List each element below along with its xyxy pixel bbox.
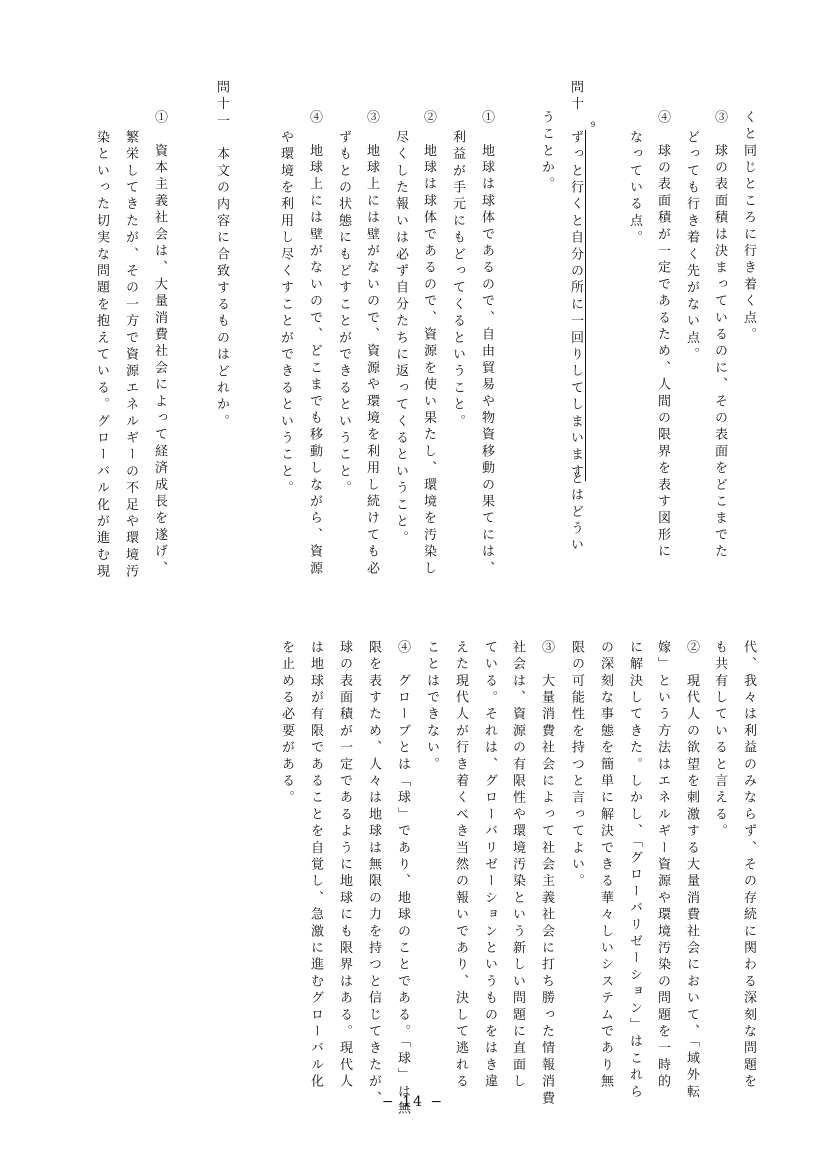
q10-option-2-cont: 尽くした報いは必ず自分たちに返ってくるということ。	[393, 130, 408, 548]
lower-line-2: も共有していると言える。	[712, 640, 727, 841]
question-10-text	[569, 130, 582, 481]
q11-option-4-cont-1: 限を表すため、人々は地球は無限の力を持つと信じてきたが、	[366, 640, 381, 1108]
question-10-text-tail: とはどうい	[568, 471, 583, 555]
q11-option-4: ④ グローブとは「球」であり、地球のことである。「球」は無	[395, 640, 410, 1118]
question-11: 問十一 本文の内容に合致するものはどれか。	[214, 80, 229, 431]
q10-option-2: ② 地球は球体であるので、資源を使い果たし、環境を汚染し	[421, 110, 436, 578]
q11-option-2-cont-3: の深刻な事態を簡単に解決できる華々しいシステムであり無	[598, 640, 613, 1091]
lower-line-1: 代、我々は利益のみならず、その存続に関わる深刻な問題を	[741, 640, 756, 1091]
q11-option-3-cont-1: 社会は、資源の有限性や環境汚染という新しい問題に直面し	[510, 640, 525, 1091]
q11-option-1: ① 資本主義社会は、大量消費社会によって経済成長を遂げ、	[152, 110, 167, 578]
q11-option-3-cont-4: ことはできない。	[424, 640, 439, 774]
q10-option-4-cont: や環境を利用し尽くすことができるということ。	[278, 130, 293, 498]
q10-option-3: ③ 地球上には壁がないので、資源や環境を利用し続けても必	[364, 110, 379, 578]
q11-option-1-cont-1: 繁栄してきたが、その一方で資源エネルギーの不足や環境汚	[123, 130, 138, 581]
reference-mark-9: 9	[589, 121, 597, 129]
upper-line-5: なっている点。	[627, 130, 642, 247]
q11-option-2: ② 現代人の欲望を刺激する大量消費社会において、「域外転	[684, 640, 699, 1102]
q11-option-3-cont-3: えた現代人が行き着くべき当然の報いであり、決して逃れる	[453, 640, 468, 1091]
upper-line-4: ④ 球の表面積が一定であるため、人間の限界を表す図形に	[655, 110, 670, 561]
q11-option-4-cont-4: を止める必要がある。	[279, 640, 294, 807]
q11-option-3-cont-2: ている。それは、グローバリゼーションというものをはき違	[482, 640, 497, 1091]
q10-option-1-cont: 利益が手元にもどってくるということ。	[450, 130, 465, 431]
q10-option-4: ④ 地球上には壁がないので、どこまでも移動しながら、資源	[307, 110, 322, 578]
page-number: − 14 −	[381, 1094, 445, 1110]
question-10-underlined-phrase: ずっと行くと自分の所に一回りしてしまいます	[568, 130, 586, 481]
upper-line-2: ③ 球の表面積は決まっているのに、その表面をどこまでた	[712, 110, 727, 561]
question-10-label: 問十	[568, 80, 583, 114]
q10-option-3-cont: ずもとの状態にもどすことができるということ。	[336, 130, 351, 498]
upper-line-1: くと同じところに行き着く点。	[741, 110, 756, 344]
q11-option-4-cont-3: は地球が有限であることを自覚し、急激に進むグローバル化	[308, 640, 323, 1091]
q10-option-1: ① 地球は球体であるので、自由貿易や物資移動の果てには、	[479, 110, 494, 578]
upper-line-3: どっても行き着く先がない点。	[684, 130, 699, 364]
q11-option-1-cont-2: 染といった切実な問題を抱えている。グローバル化が進む現	[94, 130, 109, 581]
q11-option-4-cont-2: 球の表面積が一定であるように地球にも限界はある。現代人	[337, 640, 352, 1091]
question-10-text-2: うことか。	[539, 110, 554, 194]
q11-option-2-cont-4: 限の可能性を持つと言ってよい。	[569, 640, 584, 891]
q11-option-2-cont-2: に解決してきた。しかし、「グローバリゼーション」はこれら	[627, 640, 642, 1102]
q11-option-2-cont-1: 嫁」という方法はエネルギー資源や環境汚染の問題を一時的	[655, 640, 670, 1091]
q11-option-3: ③ 大量消費社会によって社会主義社会に打ち勝った情報消費	[539, 640, 554, 1108]
